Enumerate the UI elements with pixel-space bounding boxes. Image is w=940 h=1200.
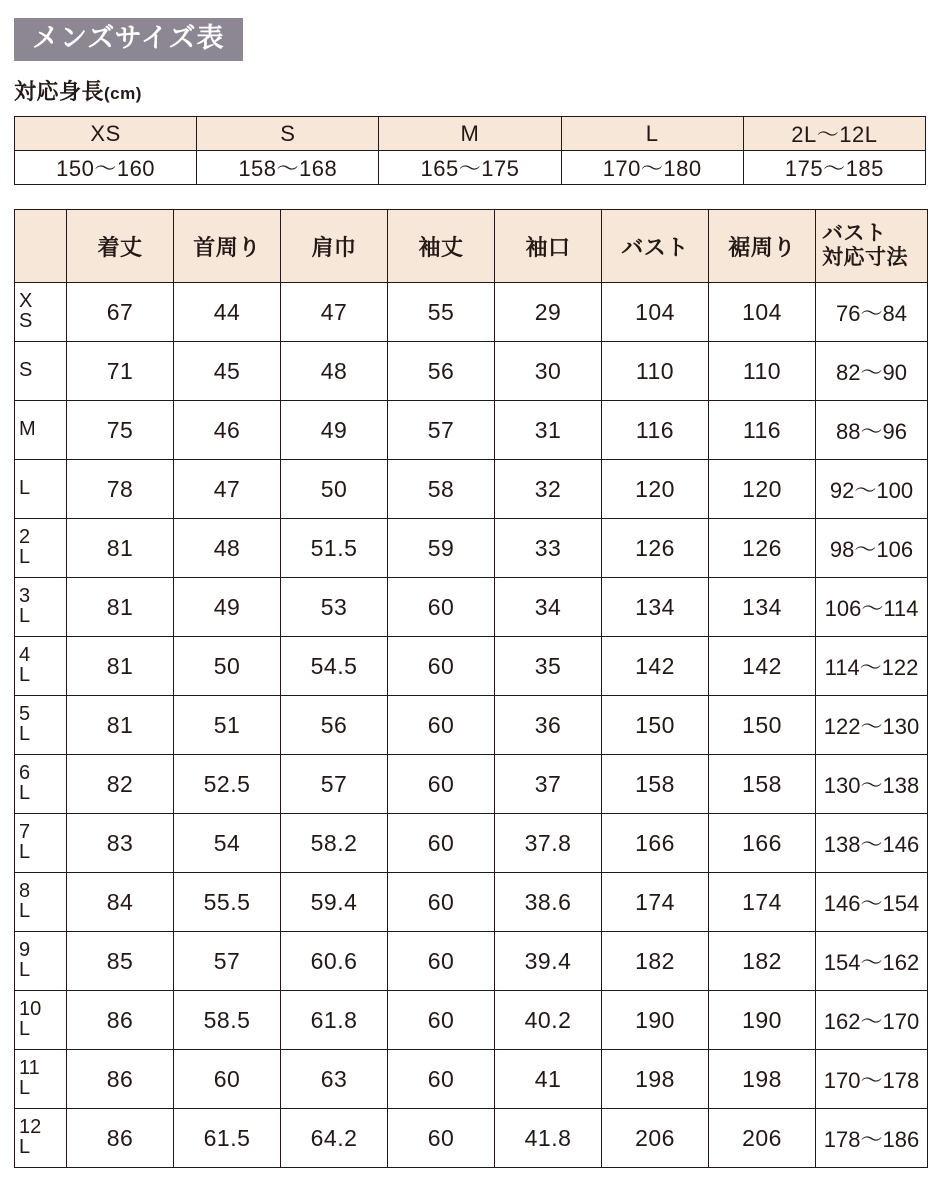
- measurement-row-size-line: 6: [19, 762, 31, 785]
- measurement-cell: 170〜178: [816, 1050, 928, 1109]
- measurement-row-size-line: L: [19, 841, 31, 863]
- measurement-cell: 83: [67, 814, 174, 873]
- measurement-cell: 57: [174, 932, 281, 991]
- measurement-cell: 158: [602, 755, 709, 814]
- measurement-cell: 84: [67, 873, 174, 932]
- measurement-row-size-line: S: [19, 359, 33, 382]
- measurement-column-header: バスト: [602, 210, 709, 283]
- height-size-header: XS: [15, 117, 197, 151]
- measurement-cell: 71: [67, 342, 174, 401]
- measurement-cell: 198: [602, 1050, 709, 1109]
- measurement-row-size-label: [15, 519, 67, 578]
- measurement-column-header: 袖口: [495, 210, 602, 283]
- measurement-cell: 58.5: [174, 991, 281, 1050]
- measurement-cell: 37.8: [495, 814, 602, 873]
- measurement-cell: 50: [174, 637, 281, 696]
- measurement-row-size-line: S: [19, 310, 33, 332]
- measurement-column-header: [816, 210, 928, 283]
- measurement-cell: 60: [388, 1109, 495, 1168]
- measurement-cell: 76〜84: [816, 283, 928, 342]
- measurement-row-size-line: X: [19, 290, 33, 313]
- measurement-header-row: [15, 210, 928, 283]
- measurement-cell: 51: [174, 696, 281, 755]
- measurement-cell: 47: [281, 283, 388, 342]
- height-size-header: L: [561, 117, 743, 151]
- measurement-cell: 60: [388, 696, 495, 755]
- measurement-row-size-line: L: [19, 723, 31, 745]
- measurement-cell: 57: [281, 755, 388, 814]
- measurement-cell: 116: [709, 401, 816, 460]
- measurement-cell: 150: [709, 696, 816, 755]
- measurement-row-size-line: L: [19, 477, 31, 500]
- measurement-cell: 126: [602, 519, 709, 578]
- measurement-cell: 82: [67, 755, 174, 814]
- measurement-cell: 134: [709, 578, 816, 637]
- measurement-cell: 166: [602, 814, 709, 873]
- measurement-cell: 88〜96: [816, 401, 928, 460]
- height-size-header: S: [197, 117, 379, 151]
- measurement-cell: 190: [709, 991, 816, 1050]
- measurement-row-size-label: [15, 1109, 67, 1168]
- measurement-column-header-line1: バスト: [822, 222, 887, 246]
- measurement-cell: 64.2: [281, 1109, 388, 1168]
- measurement-cell: 52.5: [174, 755, 281, 814]
- table-row: [15, 342, 928, 401]
- measurement-cell: 98〜106: [816, 519, 928, 578]
- table-row: [15, 755, 928, 814]
- measurement-row-size-line: L: [19, 546, 31, 568]
- measurement-cell: 32: [495, 460, 602, 519]
- measurement-row-size-line: 3: [19, 585, 31, 608]
- measurement-cell: 190: [602, 991, 709, 1050]
- measurement-row-size-line: L: [19, 1136, 31, 1158]
- measurement-column-header: 裾周り: [709, 210, 816, 283]
- height-range-cell: 170〜180: [561, 151, 743, 185]
- measurement-cell: 104: [602, 283, 709, 342]
- measurement-row-size-line: L: [19, 1077, 31, 1099]
- measurement-row-size-label: [15, 814, 67, 873]
- measurement-cell: 166: [709, 814, 816, 873]
- measurement-cell: 41: [495, 1050, 602, 1109]
- measurement-cell: 178〜186: [816, 1109, 928, 1168]
- table-row: [15, 460, 928, 519]
- table-row: [15, 637, 928, 696]
- measurement-row-size-label: [15, 578, 67, 637]
- measurement-cell: 138〜146: [816, 814, 928, 873]
- table-row: [15, 519, 928, 578]
- measurement-cell: 67: [67, 283, 174, 342]
- measurement-cell: 78: [67, 460, 174, 519]
- measurement-cell: 110: [709, 342, 816, 401]
- measurement-cell: 126: [709, 519, 816, 578]
- measurement-cell: 58: [388, 460, 495, 519]
- measurement-cell: 81: [67, 637, 174, 696]
- measurement-cell: 81: [67, 696, 174, 755]
- measurement-cell: 55: [388, 283, 495, 342]
- measurement-cell: 60: [388, 991, 495, 1050]
- measurement-corner-cell: [15, 210, 67, 283]
- measurement-cell: 86: [67, 991, 174, 1050]
- measurement-section: [14, 209, 926, 1168]
- height-range-cell: 150〜160: [15, 151, 197, 185]
- measurement-row-size-line: L: [19, 664, 31, 686]
- height-size-header: 2L〜12L: [743, 117, 925, 151]
- measurement-cell: 59.4: [281, 873, 388, 932]
- height-label-text: 対応身長: [14, 79, 105, 104]
- measurement-cell: 142: [709, 637, 816, 696]
- measurement-cell: 60: [174, 1050, 281, 1109]
- measurement-row-size-line: 7: [19, 821, 31, 844]
- measurement-column-header: 肩巾: [281, 210, 388, 283]
- measurement-cell: 206: [709, 1109, 816, 1168]
- measurement-cell: 158: [709, 755, 816, 814]
- measurement-cell: 38.6: [495, 873, 602, 932]
- measurement-row-size-label: [15, 283, 67, 342]
- height-table-body: [15, 117, 926, 185]
- measurement-row-size-label: [15, 755, 67, 814]
- measurement-row-size-line: 10: [19, 998, 42, 1021]
- height-range-cell: 158〜168: [197, 151, 379, 185]
- measurement-row-size-line: L: [19, 605, 31, 627]
- measurement-cell: 110: [602, 342, 709, 401]
- measurement-column-header-line2: 対応寸法: [822, 246, 908, 269]
- measurement-cell: 85: [67, 932, 174, 991]
- measurement-table: [14, 209, 928, 1168]
- measurement-cell: 60: [388, 932, 495, 991]
- measurement-cell: 50: [281, 460, 388, 519]
- measurement-cell: 82〜90: [816, 342, 928, 401]
- height-section-label: [14, 75, 926, 106]
- measurement-cell: 150: [602, 696, 709, 755]
- measurement-cell: 49: [174, 578, 281, 637]
- measurement-cell: 41.8: [495, 1109, 602, 1168]
- measurement-row-size-line: L: [19, 900, 31, 922]
- measurement-cell: 134: [602, 578, 709, 637]
- measurement-table-head: [15, 210, 928, 283]
- measurement-row-size-line: 12: [19, 1116, 42, 1139]
- measurement-row-size-line: 4: [19, 644, 31, 667]
- measurement-cell: 60: [388, 578, 495, 637]
- measurement-cell: 45: [174, 342, 281, 401]
- measurement-cell: 57: [388, 401, 495, 460]
- measurement-row-size-line: L: [19, 959, 31, 981]
- measurement-cell: 75: [67, 401, 174, 460]
- measurement-cell: 47: [174, 460, 281, 519]
- height-table-value-row: [15, 151, 926, 185]
- measurement-row-size-line: 11: [19, 1057, 40, 1080]
- height-size-header: M: [379, 117, 561, 151]
- measurement-row-size-label: [15, 991, 67, 1050]
- measurement-column-header: 首周り: [174, 210, 281, 283]
- height-range-cell: 175〜185: [743, 151, 925, 185]
- measurement-cell: 54.5: [281, 637, 388, 696]
- measurement-cell: 60: [388, 637, 495, 696]
- table-row: [15, 1109, 928, 1168]
- measurement-cell: 86: [67, 1109, 174, 1168]
- measurement-row-size-line: 9: [19, 939, 31, 962]
- measurement-cell: 60: [388, 755, 495, 814]
- measurement-cell: 116: [602, 401, 709, 460]
- measurement-cell: 198: [709, 1050, 816, 1109]
- measurement-cell: 114〜122: [816, 637, 928, 696]
- measurement-cell: 34: [495, 578, 602, 637]
- table-row: [15, 696, 928, 755]
- measurement-cell: 154〜162: [816, 932, 928, 991]
- measurement-cell: 92〜100: [816, 460, 928, 519]
- measurement-table-body: [15, 283, 928, 1168]
- measurement-row-size-label: [15, 873, 67, 932]
- measurement-cell: 174: [602, 873, 709, 932]
- measurement-cell: 60: [388, 814, 495, 873]
- measurement-cell: 130〜138: [816, 755, 928, 814]
- measurement-cell: 46: [174, 401, 281, 460]
- measurement-cell: 54: [174, 814, 281, 873]
- measurement-cell: 81: [67, 578, 174, 637]
- measurement-cell: 146〜154: [816, 873, 928, 932]
- measurement-row-size-line: L: [19, 1018, 31, 1040]
- measurement-cell: 48: [281, 342, 388, 401]
- table-row: [15, 814, 928, 873]
- measurement-row-size-label: [15, 637, 67, 696]
- measurement-cell: 29: [495, 283, 602, 342]
- table-row: [15, 401, 928, 460]
- measurement-cell: 37: [495, 755, 602, 814]
- measurement-cell: 56: [281, 696, 388, 755]
- measurement-cell: 86: [67, 1050, 174, 1109]
- table-row: [15, 283, 928, 342]
- measurement-cell: 55.5: [174, 873, 281, 932]
- measurement-cell: 63: [281, 1050, 388, 1109]
- table-row: [15, 1050, 928, 1109]
- measurement-cell: 58.2: [281, 814, 388, 873]
- measurement-cell: 30: [495, 342, 602, 401]
- measurement-row-size-label: [15, 460, 67, 519]
- table-row: [15, 578, 928, 637]
- measurement-row-size-line: L: [19, 782, 31, 804]
- measurement-cell: 60: [388, 1050, 495, 1109]
- page-title: メンズサイズ表: [14, 18, 243, 61]
- measurement-cell: 31: [495, 401, 602, 460]
- table-row: [15, 873, 928, 932]
- measurement-cell: 51.5: [281, 519, 388, 578]
- measurement-cell: 120: [602, 460, 709, 519]
- height-table-header-row: [15, 117, 926, 151]
- measurement-cell: 35: [495, 637, 602, 696]
- measurement-cell: 81: [67, 519, 174, 578]
- measurement-cell: 60.6: [281, 932, 388, 991]
- measurement-cell: 174: [709, 873, 816, 932]
- measurement-cell: 122〜130: [816, 696, 928, 755]
- table-row: [15, 932, 928, 991]
- measurement-row-size-line: 8: [19, 880, 31, 903]
- measurement-cell: 33: [495, 519, 602, 578]
- measurement-column-header: 着丈: [67, 210, 174, 283]
- measurement-row-size-label: [15, 696, 67, 755]
- measurement-cell: 120: [709, 460, 816, 519]
- measurement-cell: 162〜170: [816, 991, 928, 1050]
- measurement-cell: 49: [281, 401, 388, 460]
- measurement-cell: 44: [174, 283, 281, 342]
- measurement-row-size-label: [15, 342, 67, 401]
- measurement-cell: 182: [602, 932, 709, 991]
- height-table: [14, 116, 926, 185]
- measurement-row-size-line: M: [19, 418, 36, 441]
- measurement-cell: 53: [281, 578, 388, 637]
- measurement-cell: 106〜114: [816, 578, 928, 637]
- measurement-row-size-line: 5: [19, 703, 31, 726]
- measurement-column-header: 袖丈: [388, 210, 495, 283]
- measurement-row-size-label: [15, 932, 67, 991]
- measurement-cell: 206: [602, 1109, 709, 1168]
- measurement-cell: 104: [709, 283, 816, 342]
- measurement-cell: 61.8: [281, 991, 388, 1050]
- measurement-cell: 40.2: [495, 991, 602, 1050]
- measurement-cell: 60: [388, 873, 495, 932]
- measurement-cell: 142: [602, 637, 709, 696]
- height-label-unit: (cm): [104, 84, 142, 103]
- table-row: [15, 991, 928, 1050]
- measurement-cell: 59: [388, 519, 495, 578]
- measurement-cell: 48: [174, 519, 281, 578]
- height-range-cell: 165〜175: [379, 151, 561, 185]
- measurement-cell: 36: [495, 696, 602, 755]
- measurement-cell: 182: [709, 932, 816, 991]
- measurement-cell: 39.4: [495, 932, 602, 991]
- measurement-cell: 56: [388, 342, 495, 401]
- measurement-row-size-line: 2: [19, 526, 31, 549]
- measurement-row-size-label: [15, 401, 67, 460]
- measurement-row-size-label: [15, 1050, 67, 1109]
- measurement-cell: 61.5: [174, 1109, 281, 1168]
